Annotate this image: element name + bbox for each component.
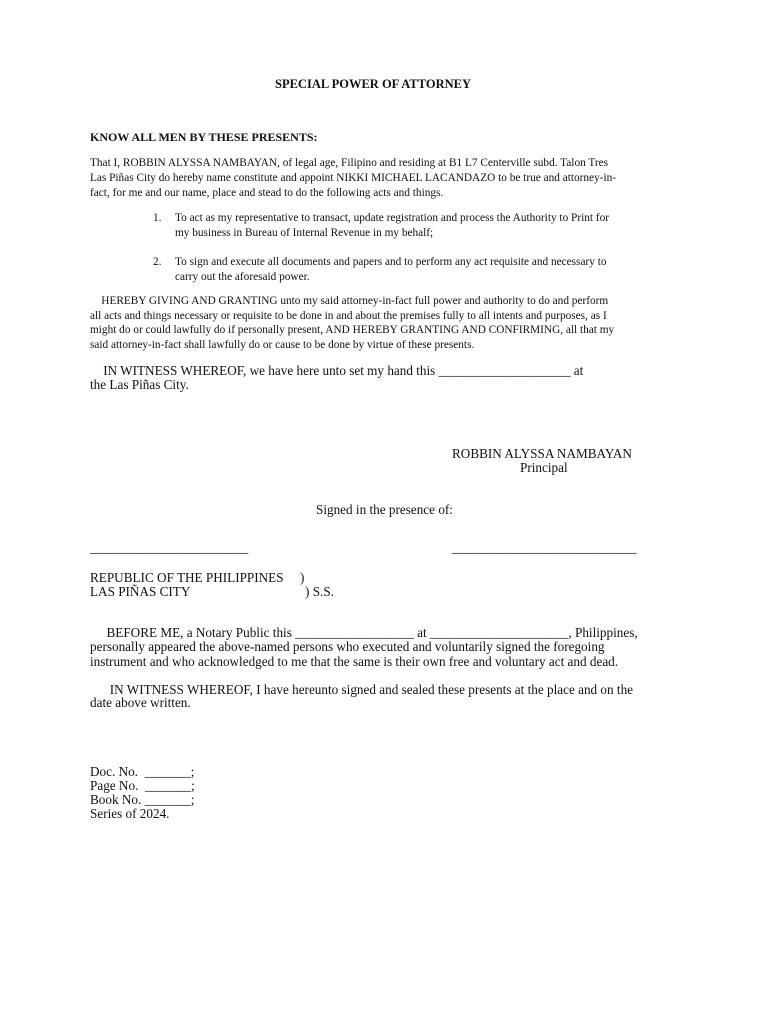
document-title: SPECIAL POWER OF ATTORNEY [275, 77, 471, 91]
notary-line: BEFORE ME, a Notary Public this __________________ at _____________________, Philippines, [90, 625, 638, 640]
notary-witness-line: date above written. [90, 695, 191, 710]
witness-signature-line-right: ____________________________ [452, 540, 637, 555]
venue-ss: ) S.S. [305, 584, 334, 599]
principal-role: Principal [520, 460, 568, 475]
document-heading: KNOW ALL MEN BY THESE PRESENTS: [90, 130, 318, 144]
list-item-line: my business in Bureau of Internal Revenue in my behalf; [175, 227, 434, 239]
list-item-number: 2. [153, 256, 162, 268]
venue-republic: REPUBLIC OF THE PHILIPPINES ) [90, 570, 305, 585]
record-line: Book No. _______; [90, 792, 195, 807]
witness-line: the Las Piñas City. [90, 377, 189, 392]
granting-line: HEREBY GIVING AND GRANTING unto my said attorney-in-fact full power and authority to do and perform [90, 295, 609, 307]
venue-city: LAS PIÑAS CITY [90, 584, 191, 599]
intro-line: That I, ROBBIN ALYSSA NAMBAYAN, of legal age, Filipino and residing at B1 L7 Centerville subd. Talon Tres [90, 157, 609, 169]
principal-name: ROBBIN ALYSSA NAMBAYAN [452, 446, 632, 461]
signed-presence-label: Signed in the presence of: [316, 502, 453, 517]
record-line: Series of 2024. [90, 806, 170, 821]
list-item-line: To act as my representative to transact, update registration and process the Authority to Print for [175, 212, 610, 224]
list-item-line: carry out the aforesaid power. [175, 271, 310, 283]
witness-signature-line-left: ________________________ [90, 540, 249, 555]
notary-line: personally appeared the above-named persons who executed and voluntarily signed the foregoing [90, 639, 605, 654]
granting-line: might do or could lawfully do if personally present, AND HEREBY GRANTING AND CONFIRMING, all that my [90, 324, 615, 336]
list-item-number: 1. [153, 212, 162, 224]
notary-witness-line: IN WITNESS WHEREOF, I have hereunto signed and sealed these presents at the place and on the [90, 682, 634, 697]
list-item-line: To sign and execute all documents and papers and to perform any act requisite and necessary to [175, 256, 607, 268]
granting-line: said attorney-in-fact shall lawfully do or cause to be done by virtue of these presents. [90, 339, 475, 351]
record-line: Page No. _______; [90, 778, 195, 793]
intro-line: Las Piñas City do hereby name constitute and appoint NIKKI MICHAEL LACANDAZO to be true and attorney-in- [90, 172, 617, 184]
witness-line: IN WITNESS WHEREOF, we have here unto set my hand this ____________________ at [90, 363, 584, 378]
record-line: Doc. No. _______; [90, 764, 195, 779]
notary-line: instrument and who acknowledged to me that the same is their own free and voluntary act and dead. [90, 654, 619, 669]
granting-line: all acts and things necessary or requisite to be done in and about the premises fully to all intents and purposes, as I [90, 310, 607, 322]
intro-line: fact, for me and our name, place and stead to do the following acts and things. [90, 187, 444, 199]
